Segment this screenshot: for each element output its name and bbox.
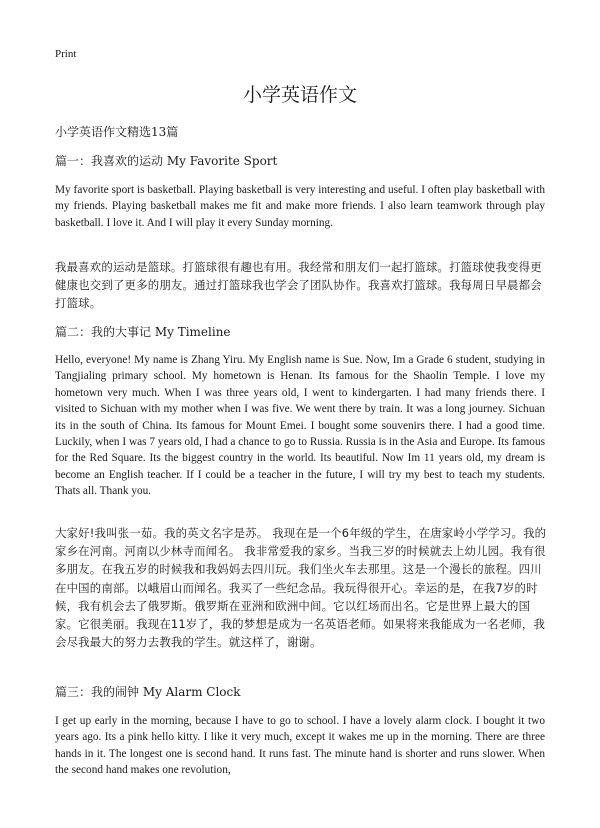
document-title: 小学英语作文: [242, 84, 357, 106]
print-label[interactable]: Print: [55, 48, 77, 60]
section-1-english-paragraph: My favorite sport is basketball. Playing basketball is very interesting and useful. I often play basketball with my friends. Playing basketball makes me fit and make more friends. I also learn teamwork through play basketball. I love it. And I will play it every Sunday morning.: [55, 184, 545, 229]
section-2-chinese-paragraph: 大家好!我叫张一茹。我的英文名字是苏。 我现在是一个6年级的学生，在唐家岭小学学习。我的家乡在河南。河南以少林寺而闻名。 我非常爱我的家乡。当我三岁的时候就去上幼儿园。我有很多朋友。在我五岁的时候我和我妈妈去四川玩。我们坐火车去那里。这是一个漫长的旅程。四川在中国的南部。以峨眉山而闻名。我买了一些纪念品。我玩得很开心。幸运的是，在我7岁的时候，我有机会去了俄罗斯。俄罗斯在亚洲和欧洲中间。它以红场而出名。它是世界上最大的国家。它很美丽。我现在11岁了，我的梦想是成为一名英语老师。如果将来我能成为一名老师，我会尽我最大的努力去教我的学生。就这样了，谢谢。: [55, 526, 547, 650]
section-2-english-paragraph: Hello, everyone! My name is Zhang Yiru. My English name is Sue. Now, Im a Grade 6 student, studying in Tangjialing primary school. My hometown is Henan. Its famous for the Shaolin Temple. I love my hometown very much. When I was three years old, I went to kindergarten. I had many friends there. I visited to Sichuan with my mother when I was five. We went there by train. It was a long journey. Sichuan its in the south of China. Its famous for Mount Emei. I bought some souvenirs there. I had a good time. Luckily, when I was 7 years old, I had a chance to go to Russia. Russia is in the Asia and Europe. Its famous for the Red Square. Its the biggest country in the world. Its beautiful. Now Im 11 years old, my dream is become an English teacher. If I could be a teacher in the future, I will try my best to teach my students. Thats all. Thank you.: [55, 354, 545, 498]
section-1-heading: 篇一：我喜欢的运动 My Favorite Sport: [55, 154, 278, 168]
section-1-chinese-paragraph: 我最喜欢的运动是篮球。打篮球很有趣也有用。我经常和朋友们一起打篮球。打篮球使我变得更健康也交到了更多的朋友。通过打篮球我也学会了团队协作。我喜欢打篮球。我每周日早晨都会打篮球。: [55, 260, 542, 311]
section-3-heading: 篇三：我的闹钟 My Alarm Clock: [55, 685, 241, 699]
section-2-heading: 篇二：我的大事记 My Timeline: [55, 325, 231, 339]
document-subtitle: 小学英语作文精选13篇: [55, 125, 179, 139]
section-3-english-paragraph: I get up early in the morning, because I have to go to school. I have a lovely alarm clock. I bought it two years ago. Its a pink hello kitty. I like it very much, except it wakes me up in the morning. There are three hands in it. The longest one is second hand. It runs fast. The minute hand is shorter and runs slower. When the second hand makes one revolution,: [55, 715, 545, 777]
